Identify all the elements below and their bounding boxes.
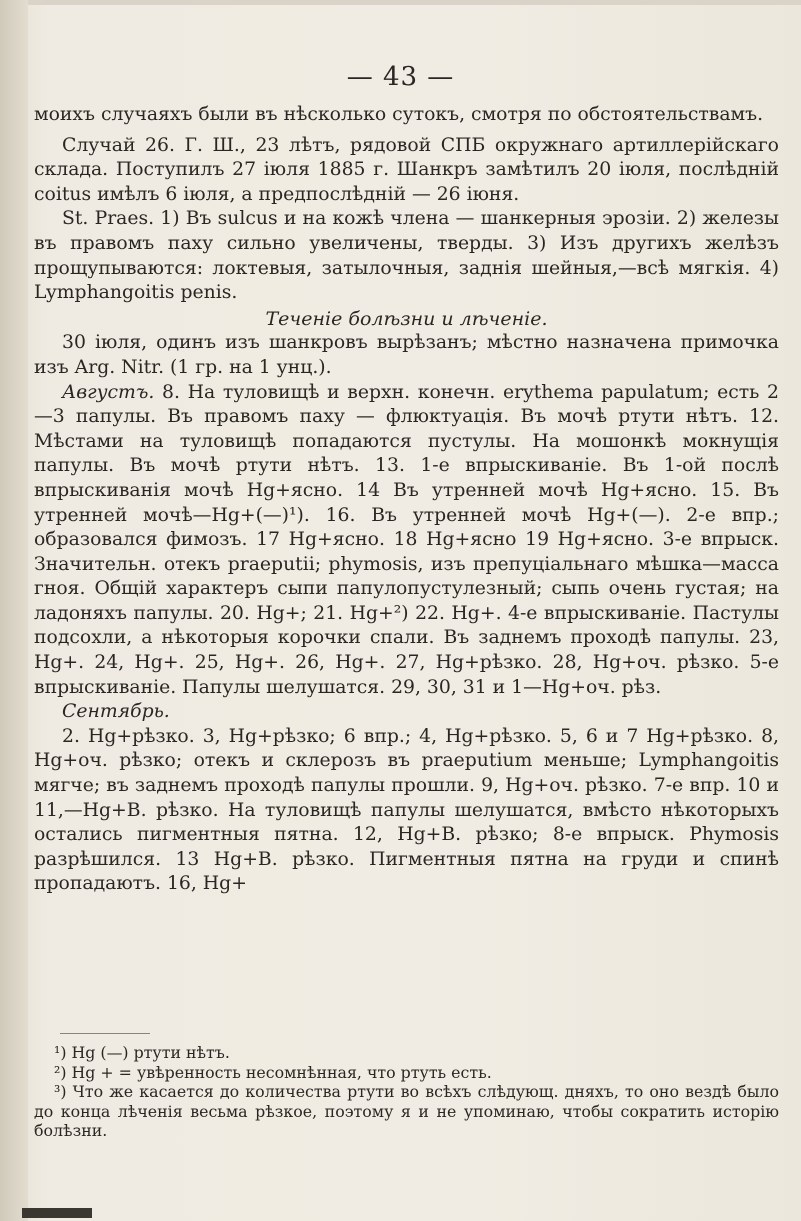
paragraph-september-label (34, 700, 779, 725)
body-text (34, 103, 779, 897)
page-binding-edge (0, 0, 28, 1221)
footnote-2: ²) Hg + = увѣренность несомнѣнная, что ртуть есть. (54, 1062, 492, 1082)
page-top-edge (0, 0, 801, 5)
page-number: — 43 — (346, 62, 455, 92)
month-label-august: Августъ. (62, 381, 155, 403)
footnote-1: ¹) Hg (—) ртути нѣтъ. (54, 1043, 230, 1062)
paragraph-status-praesens: St. Praes. 1) Въ sulcus и на кожѣ члена — шанкерныя эрозіи. 2) железы въ правомъ паху сильно увеличены, тверды. 3) Изъ другихъ желѣзъ прощупываются: локтевыя, затылочныя, заднія шейныя,—всѣ мягкія. 4) Lymphangoitis penis. (34, 208, 779, 304)
paragraph-intro: моихъ случаяхъ были въ нѣсколько сутокъ, смотря по обстоятельствамъ. (34, 104, 764, 125)
footnote-rule (60, 1033, 150, 1034)
paragraph-august-block (34, 381, 779, 701)
footnote-3: ³) Что же касается до количества ртути во всѣхъ слѣдующ. дняхъ, то оно вездѣ было до конца лѣченія весьма рѣзкое, поэтому я и не упоминаю, чтобы сократить исторію болѣзни. (34, 1082, 779, 1140)
section-heading: Теченіе болѣзни и лѣченіе. (265, 307, 548, 330)
page-bottom-mark (22, 1208, 92, 1218)
paragraph-case-26: Случай 26. Г. Ш., 23 лѣтъ, рядовой СПБ окружнаго артиллерійскаго склада. Поступилъ 27 іюля 1885 г. Шанкръ замѣтилъ 20 іюля, послѣдній coitus имѣлъ 6 іюля, а предпослѣдній — 26 іюня. (34, 134, 779, 205)
paragraph-september: 2. Hg+рѣзко. 3, Hg+рѣзко; 6 впр.; 4, Hg+рѣзко. 5, 6 и 7 Hg+рѣзко. 8, Hg+оч. рѣзко; отекъ и склерозъ въ praeputium меньше; Lymphangoitis мягче; въ заднемъ проходѣ папулы прошли. 9, Hg+оч. рѣзко. 7-е впр. 10 и 11,—Hg+В. рѣзко. На туловищѣ папулы шелушатся, вмѣсто нѣкоторыхъ остались пигментныя пятна. 12, Hg+В. рѣзко; 8-е впрыск. Phymosis разрѣшился. 13 Hg+В. рѣзко. Пигментныя пятна на груди и спинѣ пропадаютъ. 16, Hg+ (34, 725, 779, 895)
paragraph-july: 30 іюля, одинъ изъ шанкровъ вырѣзанъ; мѣстно назначена примочка изъ Arg. Nitr. (1 гр. на 1 унц.). (34, 332, 779, 378)
footnotes (34, 1043, 779, 1141)
paragraph-august: 8. На туловищѣ и верхн. конечн. erythema papulatum; есть 2—3 папулы. Въ правомъ паху — флюктуація. Въ мочѣ ртути нѣтъ. 12. Мѣстами на туловищѣ попадаются пустулы. На мошонкѣ мокнущія папулы. Въ мочѣ ртути нѣтъ. 13. 1-е впрыскиваніе. Въ 1-ой послѣ впрыскиванія мочѣ Hg+ясно. 14 Въ утренней мочѣ Hg+ясно. 15. Въ утренней мочѣ—Hg+(—)¹). 16. Въ утренней мочѣ Hg+(—). 2-е впр.; образовался фимозъ. 17 Hg+ясно. 18 Hg+ясно 19 Hg+ясно. 3-е впрыск. Значительн. отекъ praeputii; phymosis, изъ препуціальнаго мѣшка—масса гноя. Общій характеръ сыпи папулопустулезный; сыпь очень густая; на ладоняхъ папулы. 20. Hg+; 21. Hg+²) 22. Hg+. 4-е впрыскиваніе. Пастулы подсохли, а нѣкоторыя корочки спали. Въ заднемъ проходѣ папулы. 23, Hg+. 24, Hg+. 25, Hg+. 26, Hg+. 27, Hg+рѣзко. 28, Hg+оч. рѣзко. 5-е впрыскиваніе. Папулы шелушатся. 29, 30, 31 и 1—Hg+оч. рѣз. (34, 381, 779, 698)
month-label-september: Сентябрь. (62, 701, 170, 723)
